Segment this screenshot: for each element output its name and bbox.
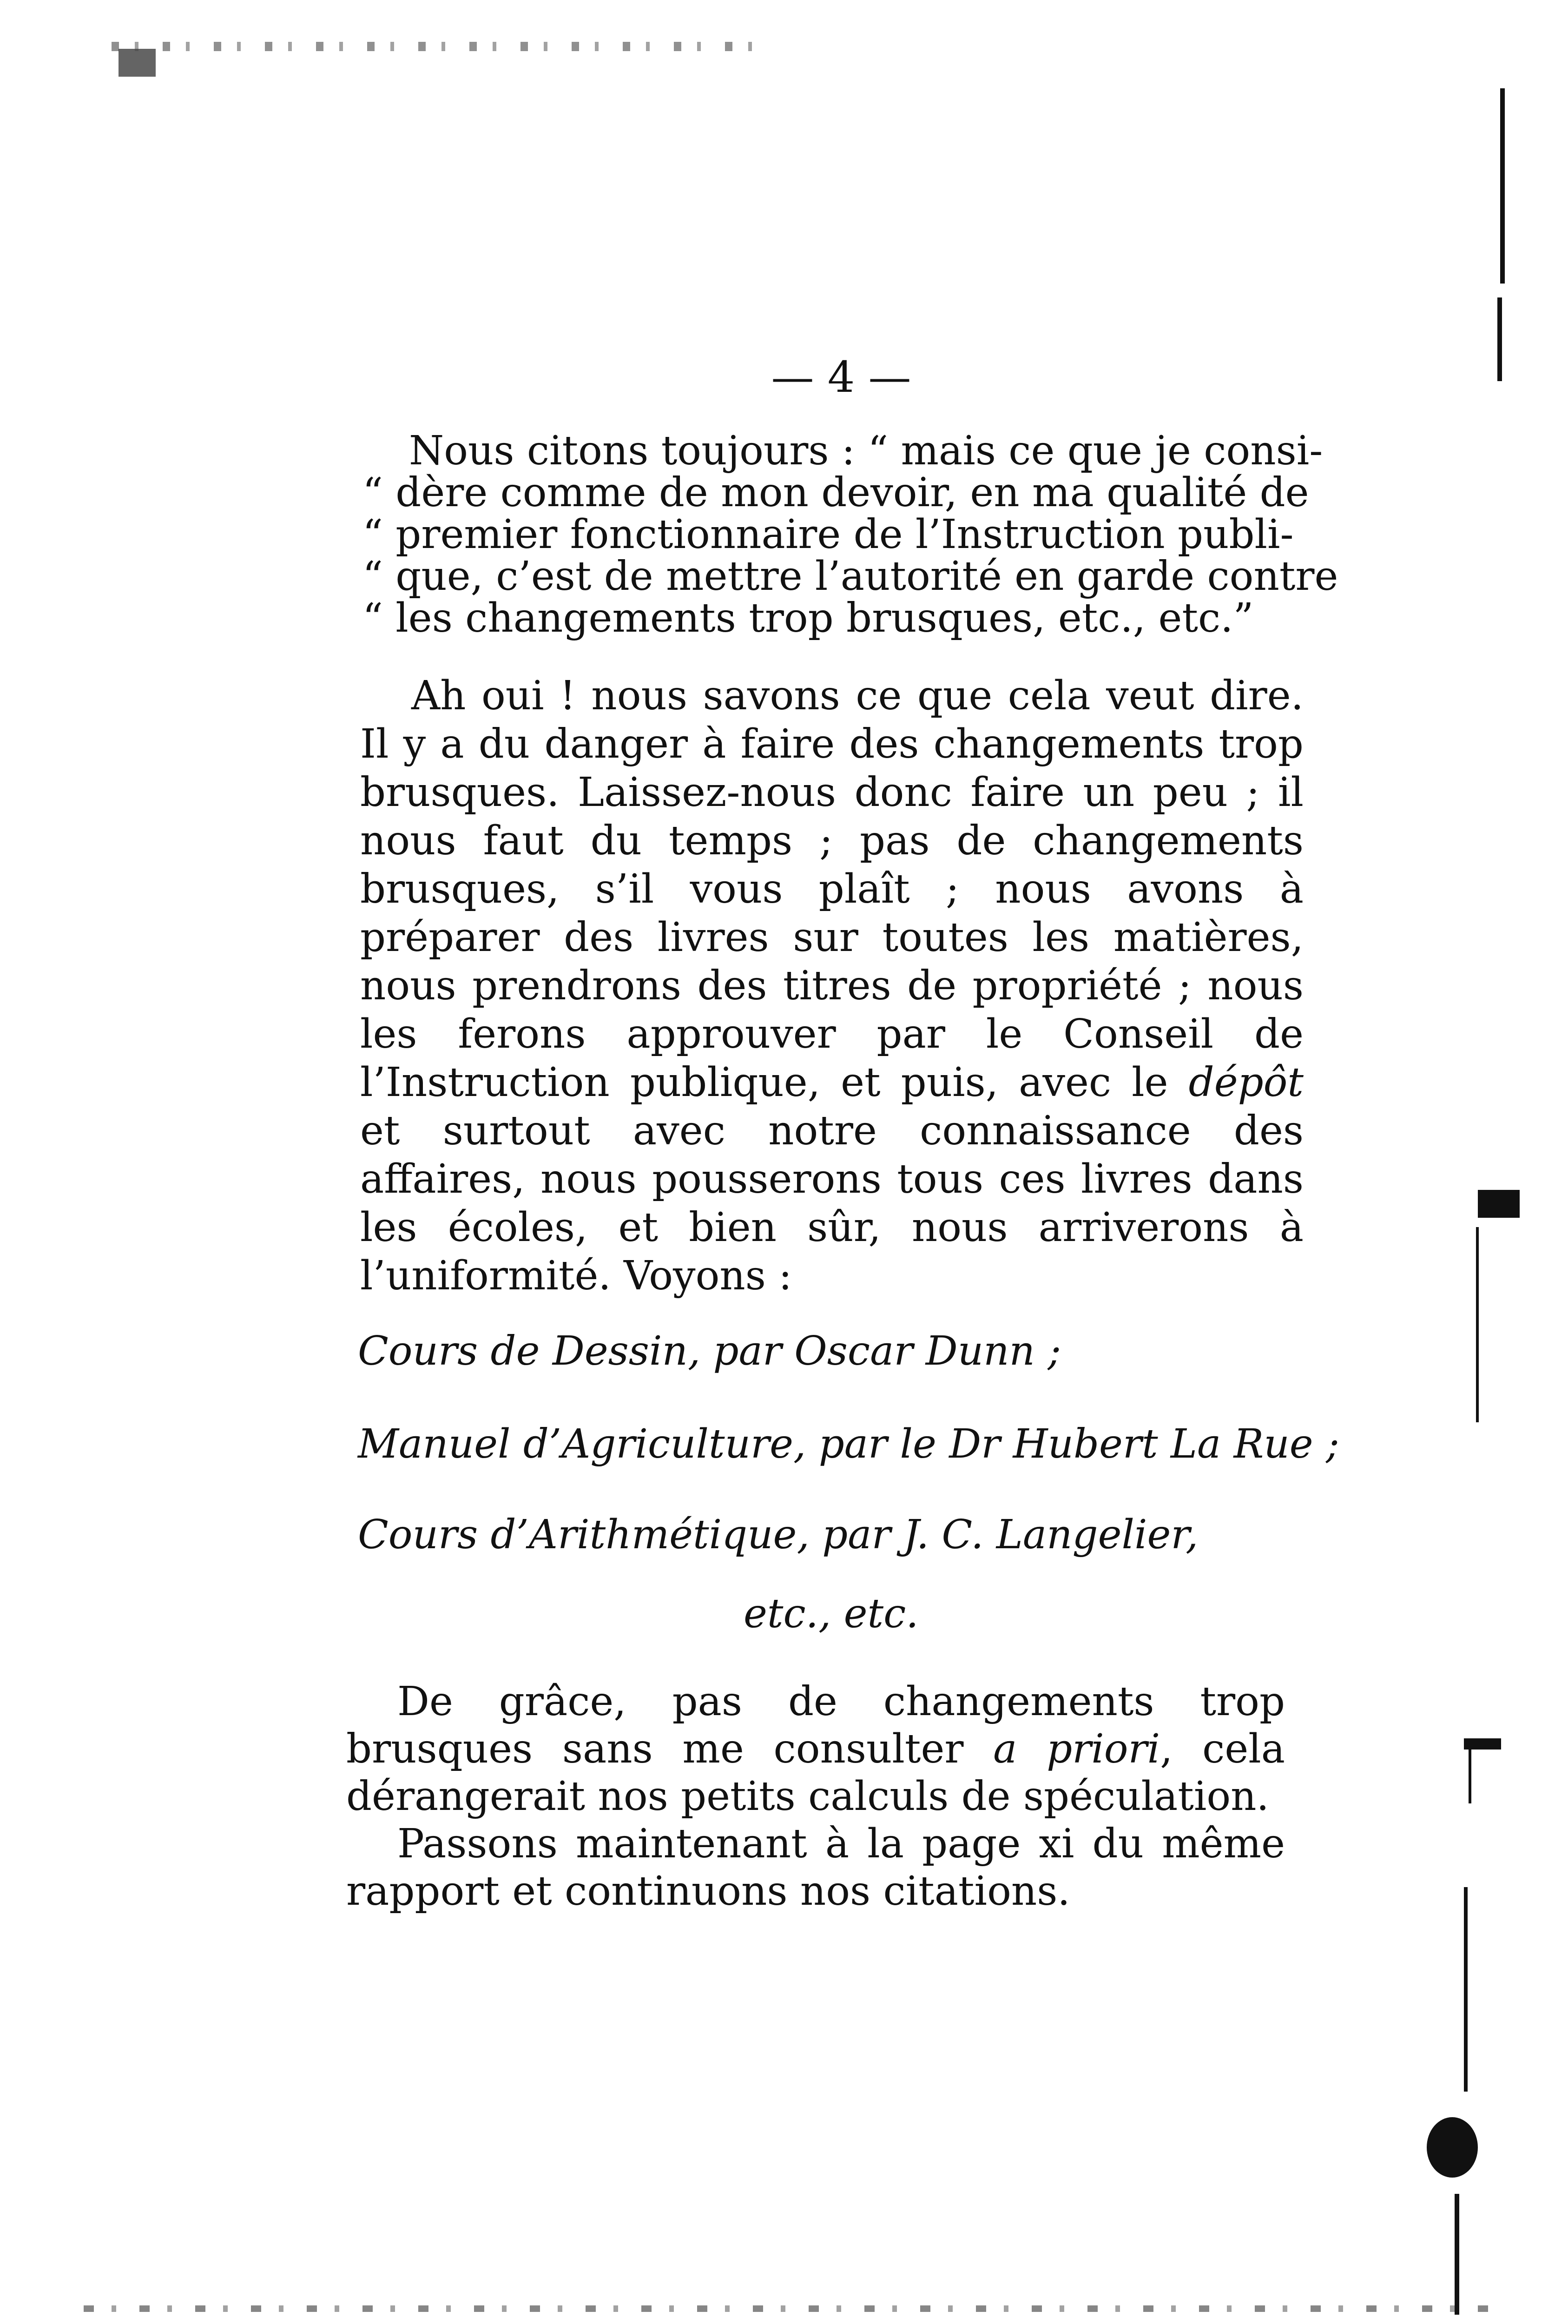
ink-blot (1427, 2117, 1478, 2178)
scan-top-edge-artifact (112, 42, 762, 51)
page-number: — 4 — (771, 352, 911, 402)
book-list-item: Cours de Dessin, par Oscar Dunn ; (358, 1328, 1061, 1374)
scan-right-edge-line (1497, 297, 1502, 381)
book-list-etc: etc., etc. (744, 1591, 919, 1637)
book-list-item: Cours d’Arithmétique, par J. C. Langelier, (358, 1512, 1199, 1558)
scan-bottom-edge-artifact (84, 2305, 1501, 2312)
quote-line: “ les changements trop brusques, etc., etc.” (362, 595, 1254, 641)
quote-line: Nous citons toujours : “ mais ce que je consi- (409, 428, 1323, 474)
paragraph-text: Ah oui ! nous savons ce que cela veut dire. Il y a du danger à faire des changements trop brusques. Laissez-nous donc faire un peu ; il nous faut du temps ; pas de changements brusques, s’il vous plaît ; nous avons à préparer des livres sur toutes les matières, nous prendrons des titres de propriété ; nous les ferons approuver par le Conseil de l’Instruction publique, et puis, avec le dépôt et surtout avec notre connaissance des affaires, nous pousserons tous ces livres dans les écoles, et bien sûr, nous arriverons à l’uniformité. Voyons : (360, 673, 1304, 1299)
paragraph-text: Passons maintenant à la page xi du même rapport et continuons nos citations. (346, 1821, 1285, 1915)
paragraph-text: De grâce, pas de changements trop brusques sans me consulter a priori, cela dérangerait nos petits calculs de spéculation. (346, 1678, 1285, 1820)
quote-line: “ dère comme de mon devoir, en ma qualité de (362, 469, 1309, 516)
scan-right-edge-line (1464, 1887, 1468, 2092)
scan-corner-artifact (119, 49, 156, 77)
scan-right-edge-line (1476, 1227, 1479, 1422)
closing-paragraphs (346, 1678, 1285, 1915)
italic-term: a priori (993, 1726, 1160, 1772)
scan-right-edge-line (1478, 1190, 1520, 1218)
scan-right-edge-line (1469, 1748, 1471, 1803)
book-list-item: Manuel d’Agriculture, par le Dr Hubert La Rue ; (358, 1421, 1339, 1467)
quote-line: “ que, c’est de mettre l’autorité en garde contre (362, 553, 1338, 600)
quote-line: “ premier fonctionnaire de l’Instruction publi- (362, 511, 1294, 558)
scan-right-edge-line (1500, 88, 1505, 284)
italic-term: dépôt (1188, 1059, 1304, 1106)
main-paragraph (360, 672, 1304, 1300)
scan-right-edge-line (1455, 2194, 1459, 2315)
quote-passage (362, 428, 1338, 641)
